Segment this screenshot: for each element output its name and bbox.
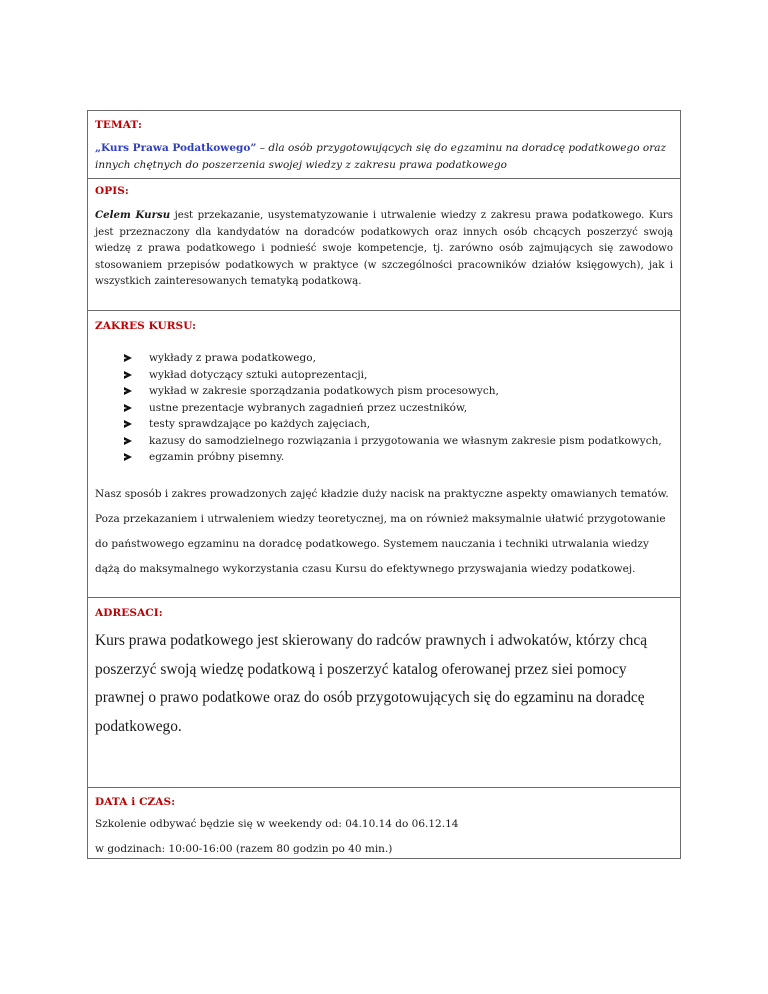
zakres-list xyxy=(95,350,673,466)
temat-description: dla osób przygotowujących się do egzaminu na doradcę podatkowego oraz innych chętnych do poszerzenia swojej wiedzy z zakresu prawa podatkowego xyxy=(95,142,667,171)
data-section xyxy=(88,787,680,858)
zakres-paragraph: Nasz sposób i zakres prowadzonych zajęć kładzie duży nacisk na praktyczne aspekty omawianych tematów. Poza przekazaniem i utrwaleniem wiedzy teoretycznej, ma on również maksymalnie ułatwić przygotowanie do państwowego egzaminu na doradcę podatkowego. Systemem nauczania i techniki utrwalania wiedzy dążą do maksymalnego wykorzystania czasu Kursu do efektywnego przyswajania wiedzy podatkowej. xyxy=(95,487,669,575)
zakres-heading: ZAKRES KURSU: xyxy=(95,320,197,332)
temat-text xyxy=(95,140,673,174)
adresaci-section xyxy=(88,597,680,787)
arrow-bullet-icon xyxy=(124,404,132,412)
list-item: wykład dotyczący sztuki autoprezentacji, xyxy=(124,367,673,384)
arrow-bullet-icon xyxy=(124,453,132,461)
list-item: testy sprawdzające po każdych zajęciach, xyxy=(124,416,673,433)
list-item: wykład w zakresie sporządzania podatkowych pism procesowych, xyxy=(124,383,673,400)
schedule-hours: w godzinach: 10:00-16:00 (razem 80 godzin po 40 min.) xyxy=(95,843,393,855)
opis-section xyxy=(88,178,680,310)
schedule-dates: Szkolenie odbywać będzie się w weekendy od: 04.10.14 do 06.12.14 xyxy=(95,818,459,830)
opis-body: jest przekazanie, usystematyzowanie i utrwalenie wiedzy z zakresu prawa podatkowego. Kurs jest przeznaczony dla kandydatów na doradców podatkowych oraz innych osób chcących poszerzyć swoją wiedzę z prawa podatkowego i podnieść swoje kompetencje, tj. zarówno osób zajmujących się zawodowo stosowaniem przepisów podatkowych w praktyce (w szczególności pracowników działów księgowych), jak i wszystkich zainteresowanych tematyką podatkową. xyxy=(95,210,673,287)
course-title: „Kurs Prawa Podatkowego” xyxy=(95,142,257,154)
list-item: kazusy do samodzielnego rozwiązania i przygotowania we własnym zakresie pism podatkowych, xyxy=(124,433,673,450)
list-item: egzamin próbny pisemny. xyxy=(124,449,673,466)
temat-heading: TEMAT: xyxy=(95,119,142,131)
arrow-bullet-icon xyxy=(124,354,132,362)
arrow-bullet-icon xyxy=(124,387,132,395)
opis-lead: Celem Kursu xyxy=(95,209,171,221)
opis-heading: OPIS: xyxy=(95,185,129,197)
data-heading: DATA i CZAS: xyxy=(95,796,176,808)
arrow-bullet-icon xyxy=(124,371,132,379)
adresaci-text: Kurs prawa podatkowego jest skierowany do radców prawnych i adwokatów, którzy chcą poszerzyć swoją wiedzę podatkową i poszerzyć katalog oferowanej przez siei pomocy prawnej o prawo podatkowe oraz do osób przygotowujących się do egzaminu na doradcę podatkowego. xyxy=(95,632,648,735)
list-item: wykłady z prawa podatkowego, xyxy=(124,350,673,367)
arrow-bullet-icon xyxy=(124,437,132,445)
adresaci-heading: ADRESACI: xyxy=(95,607,163,619)
course-info-table xyxy=(87,110,681,859)
temat-dash: – xyxy=(256,142,269,154)
opis-text xyxy=(95,207,673,291)
list-item: ustne prezentacje wybranych zagadnień przez uczestników, xyxy=(124,400,673,417)
zakres-section xyxy=(88,310,680,597)
arrow-bullet-icon xyxy=(124,420,132,428)
temat-section xyxy=(88,111,680,178)
